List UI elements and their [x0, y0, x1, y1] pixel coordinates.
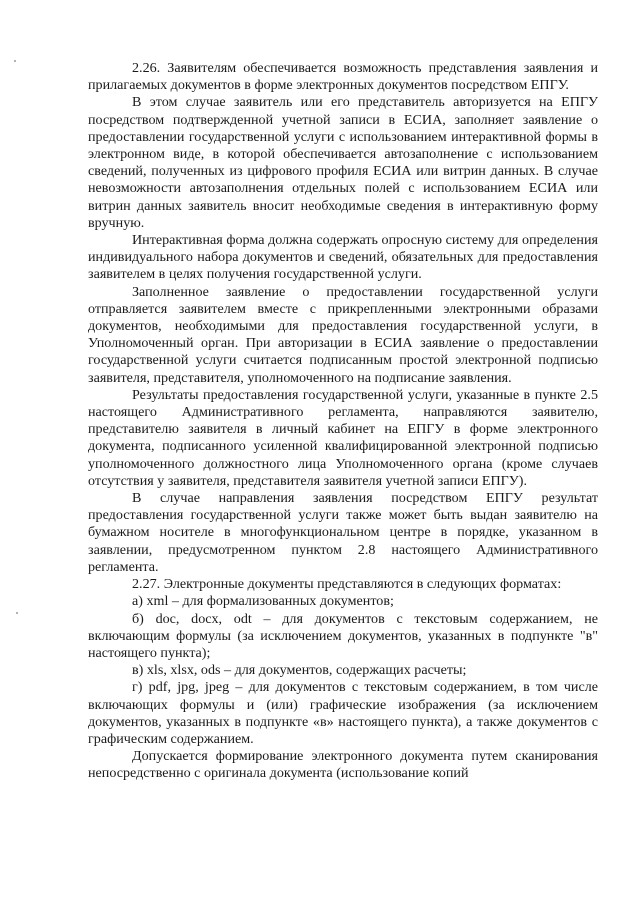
paragraph-submitted-application: Заполненное заявление о предоставлении государственной услуги отправляется заявителем вместе с прикрепленными электронными образами документов, необходимыми для предоставления государственной услуги, в Уполномоченный орган. При авторизации в ЕСИА заявление о предоставлении государственной услуги считается подписанным простой электронной подписью заявителя, представителя, уполномоченного на подписание заявления.: [88, 283, 598, 386]
paragraph-scanning: Допускается формирование электронного документа путем сканирования непосредственно с оригинала документа (использование копий: [88, 748, 598, 782]
document-page: [88, 60, 598, 783]
paragraph-epgu-authorization: В этом случае заявитель или его представитель авторизуется на ЕПГУ посредством подтвержденной учетной записи в ЕСИА, заполняет заявление о предоставлении государственной услуги с использованием интерактивной формы в электронном виде, в которой обеспечивается автозаполнение с использованием сведений, полученных из цифрового профиля ЕСИА или витрин данных. В случае невозможности автозаполнения отдельных полей с использованием ЕСИА или витрин данных заявитель вносит необходимые сведения в интерактивную форму вручную.: [88, 94, 598, 231]
paragraph-2-27: 2.27. Электронные документы представляются в следующих форматах:: [132, 576, 562, 593]
list-item-v: в) xls, xlsx, ods – для документов, содержащих расчеты;: [132, 662, 467, 679]
list-item-a: а) xml – для формализованных документов;: [132, 593, 394, 610]
paragraph-paper-result: В случае направления заявления посредством ЕПГУ результат предоставления государственной услуги также может быть выдан заявителю на бумажном носителе в многофункциональном центре в порядке, указанном в заявлении, предусмотренном пунктом 2.8 настоящего Административного регламента.: [88, 490, 598, 575]
paragraph-2-26: 2.26. Заявителям обеспечивается возможность представления заявления и прилагаемых документов в форме электронных документов посредством ЕПГУ.: [88, 60, 598, 94]
paragraph-interactive-form: Интерактивная форма должна содержать опросную систему для определения индивидуального набора документов и сведений, обязательных для предоставления заявителем в целях получения государственной услуги.: [88, 232, 598, 283]
paragraph-results: Результаты предоставления государственной услуги, указанные в пункте 2.5 настоящего Административного регламента, направляются заявителю, представителю заявителя в личный кабинет на ЕПГУ в форме электронного документа, подписанного усиленной квалифицированной электронной подписью уполномоченного должностного лица Уполномоченного органа (кроме случаев отсутствия у заявителя, представителя заявителя учетной записи ЕПГУ).: [88, 386, 598, 489]
scan-speck: [14, 60, 16, 62]
scan-speck: [16, 612, 18, 614]
list-item-g: г) pdf, jpg, jpeg – для документов с текстовым содержанием, в том числе включающих формулы и (или) графические изображения (за исключением документов, указанных в подпункте «в» настоящего пункта), а также документов с графическим содержанием.: [88, 679, 598, 747]
list-item-b: б) doc, docx, odt – для документов с текстовым содержанием, не включающим формулы (за исключением документов, указанных в подпункте "в" настоящего пункта);: [88, 610, 598, 661]
